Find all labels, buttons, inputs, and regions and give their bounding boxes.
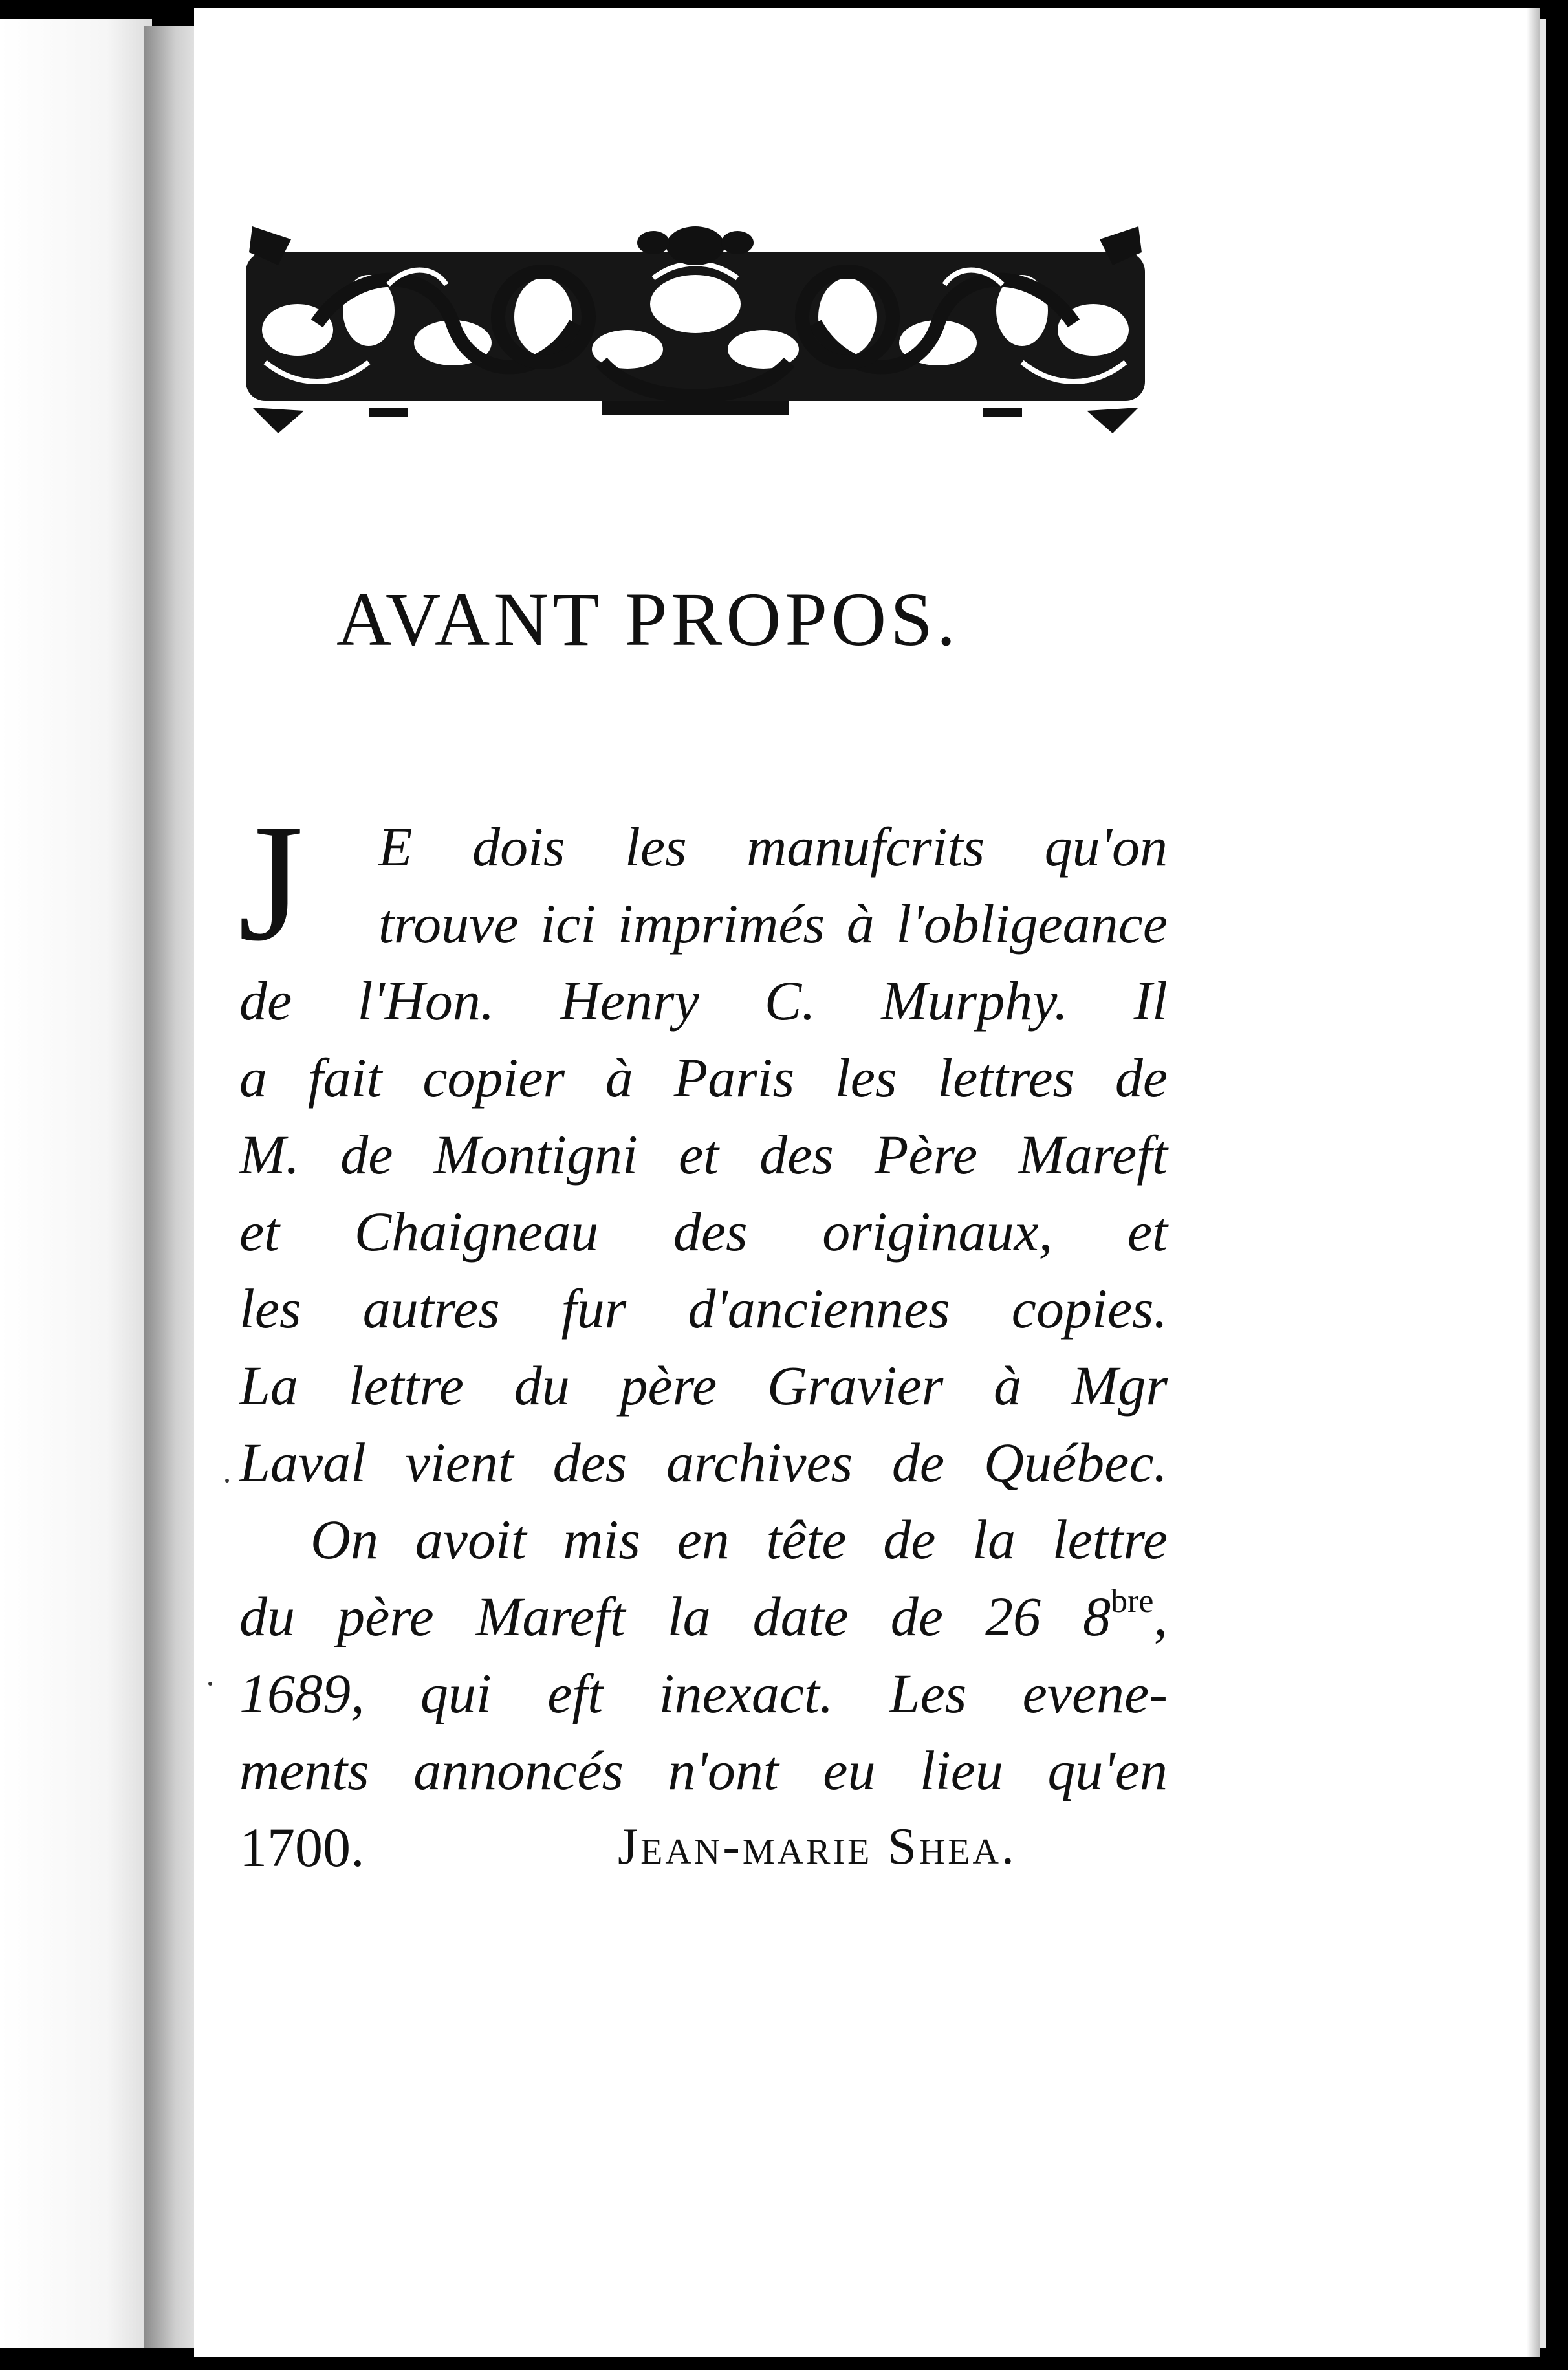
text-line: ments annoncés n'ont eu lieu qu'en: [239, 1739, 1168, 1801]
text-line: trouve ici imprimés à l'obligeance: [378, 893, 1168, 955]
drop-cap: J: [238, 790, 304, 976]
text-line: Laval vient des archives de Québec.: [239, 1431, 1168, 1494]
text-line: 1700.: [239, 1816, 365, 1878]
signature: Jean-marie Shea.: [618, 1818, 1017, 1875]
print-speck: [225, 1479, 229, 1483]
page-edge-stack: [1540, 19, 1546, 2348]
text-line: 1689, qui eft inexact. Les evene-: [239, 1662, 1168, 1724]
text-line-with-superscript: [239, 1578, 1168, 1655]
text-line: La lettre du père Gravier à Mgr: [239, 1354, 1168, 1417]
headpiece-ornament: [239, 194, 1151, 440]
text-line: E dois les manufcrits qu'on: [378, 816, 1168, 878]
superscript: bre: [1111, 1583, 1154, 1620]
text-line: de l'Hon. Henry C. Murphy. Il: [239, 970, 1168, 1032]
page-edge-shadow: [1527, 8, 1540, 2357]
text-line: les autres fur d'anciennes copies.: [239, 1277, 1168, 1340]
print-speck: [208, 1682, 212, 1686]
text-line: du père Mareft la date de 26 8: [239, 1585, 1111, 1647]
text-line: M. de Montigni et des Père Mareft: [239, 1124, 1168, 1186]
comma: ,: [1153, 1585, 1168, 1647]
body-paragraph: [239, 809, 1168, 1886]
text-line: a fait copier à Paris les lettres de: [239, 1047, 1168, 1109]
page-title: AVANT PROPOS.: [336, 577, 960, 662]
text-line: et Chaigneau des originaux, et: [239, 1201, 1168, 1263]
text-line: On avoit mis en tête de la lettre: [310, 1508, 1168, 1571]
facing-page-edge: [0, 19, 152, 2348]
